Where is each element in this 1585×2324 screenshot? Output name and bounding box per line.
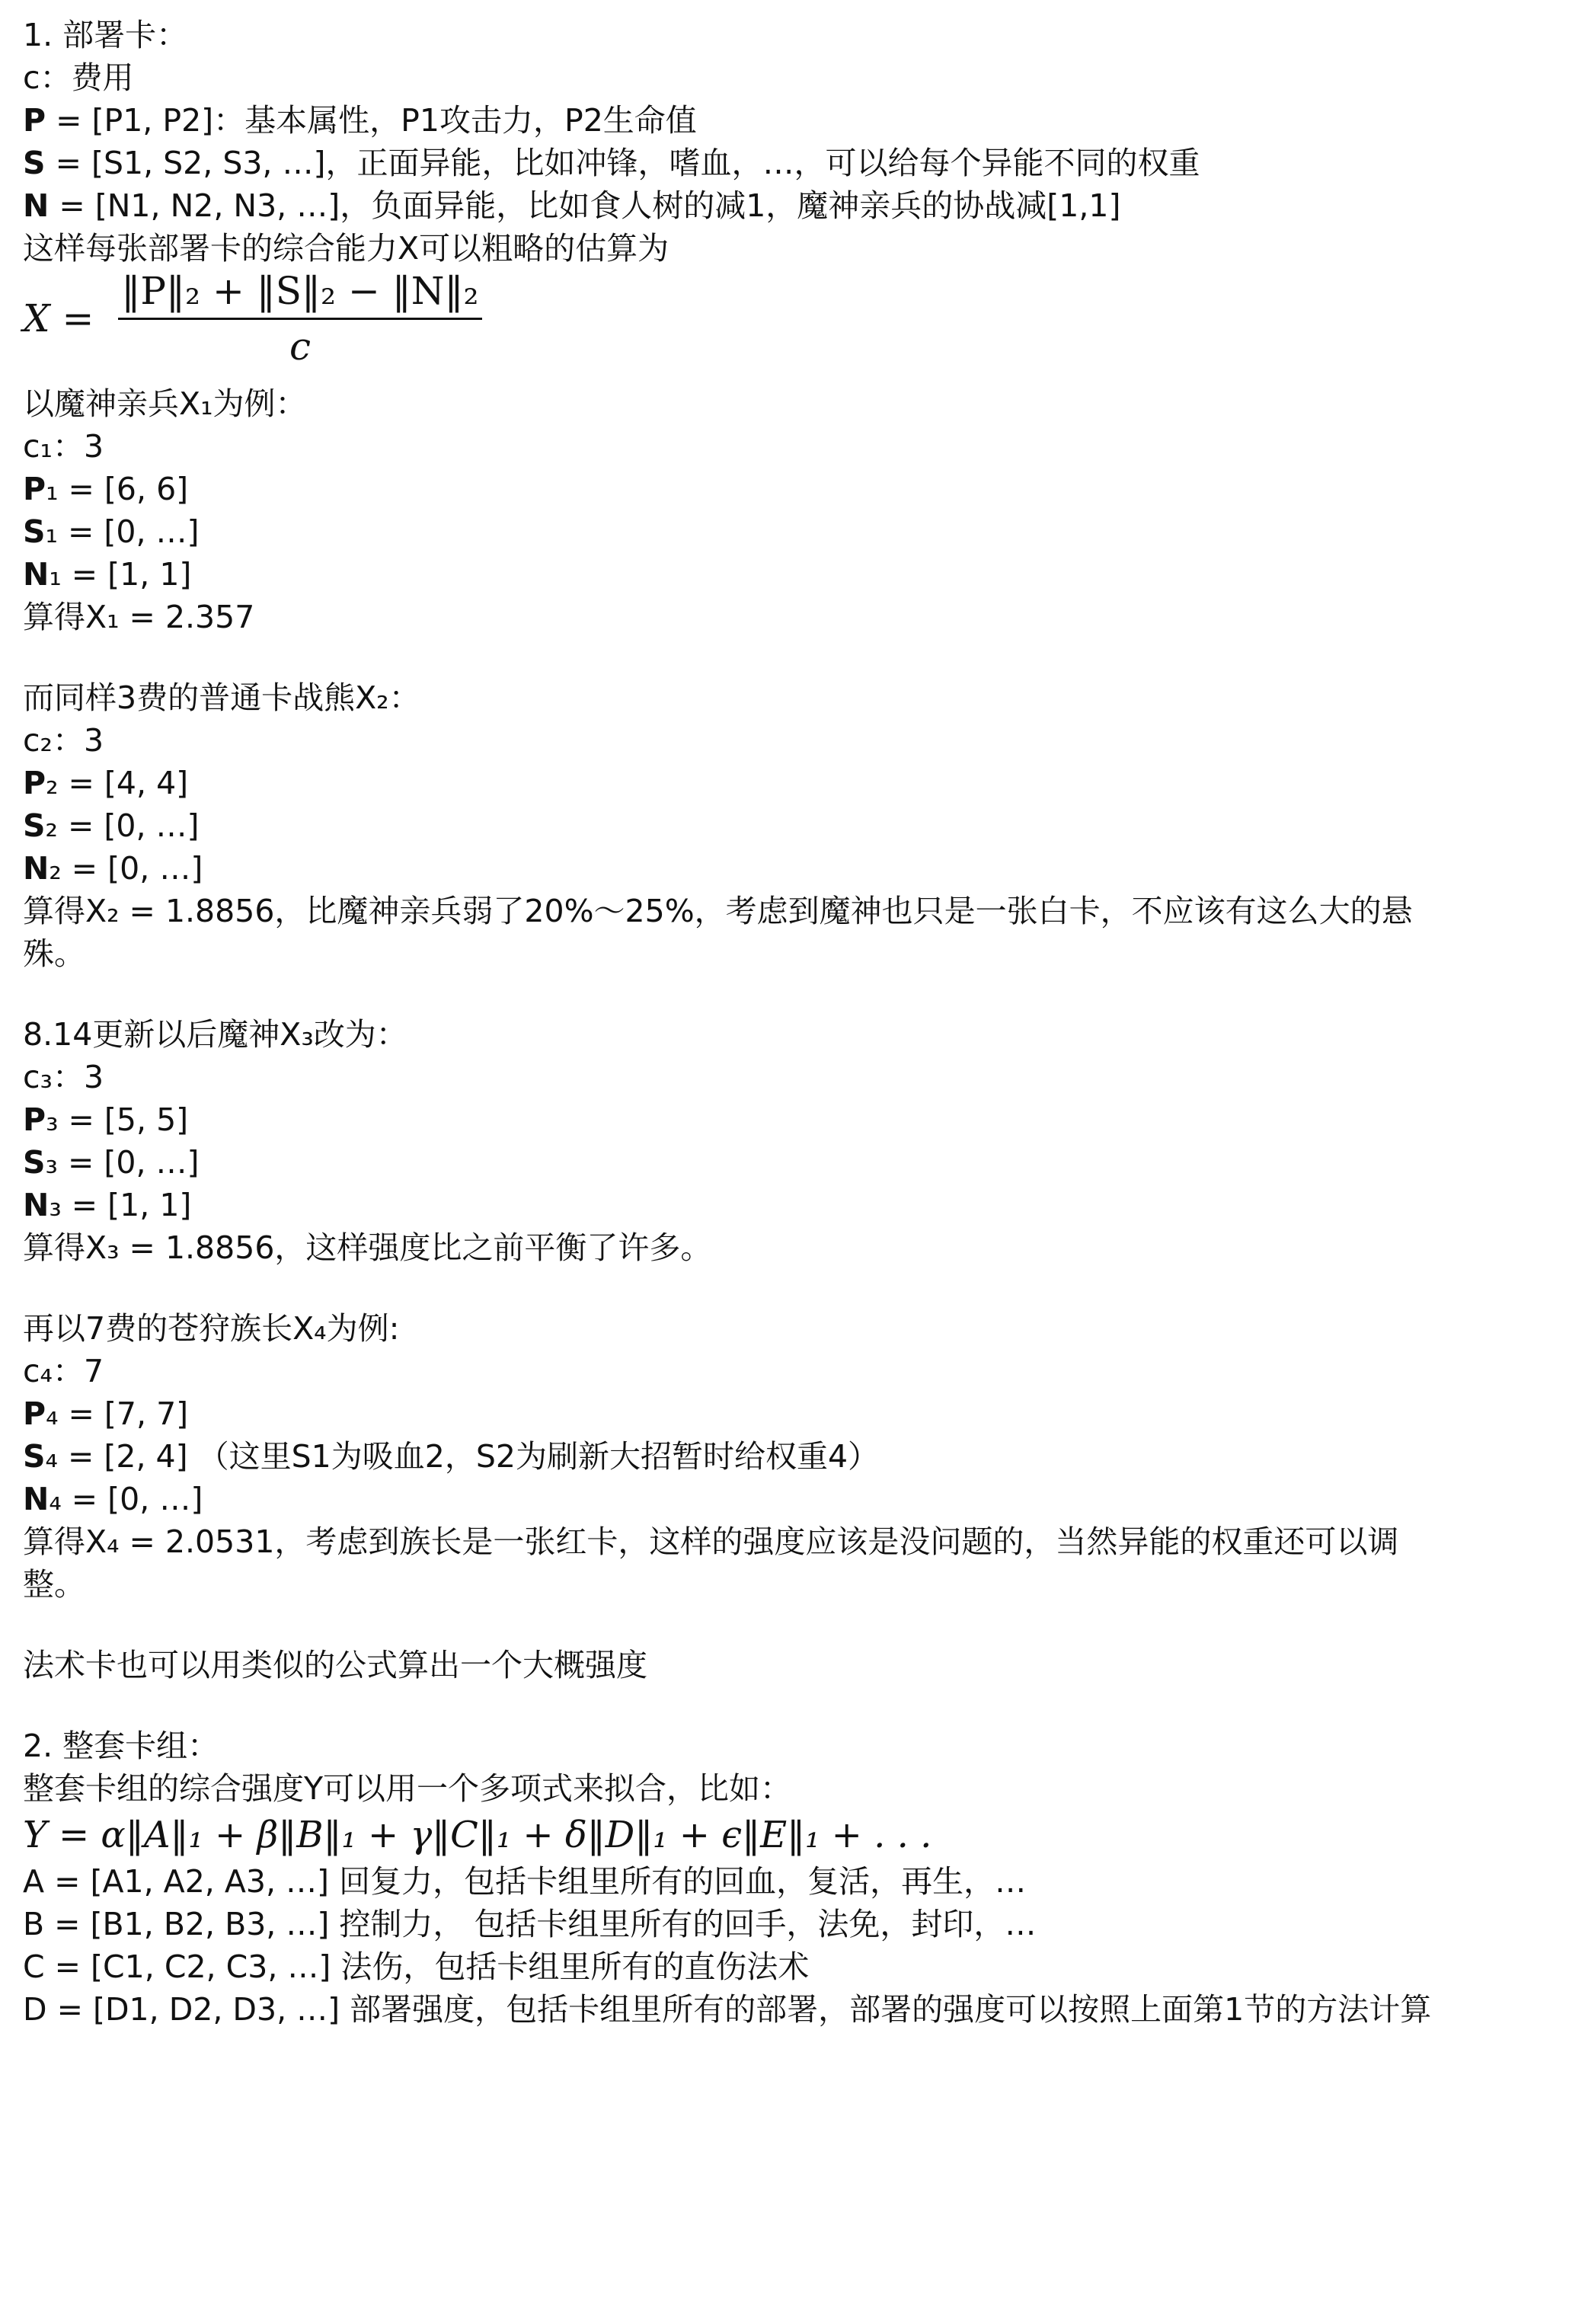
example-4-p <box>23 1392 1562 1435</box>
example-2-result-cont: 殊。 <box>23 935 85 972</box>
example-2-n-value: ₂ = [0, …] <box>49 850 203 887</box>
example-4-intro: 再以7费的苍狩族长X₄为例: <box>23 1310 400 1347</box>
section-2-heading: 2. 整套卡组： <box>23 1728 219 1764</box>
p-label: P <box>23 102 46 139</box>
example-3-result: 算得X₃ = 1.8856，这样强度比之前平衡了许多。 <box>23 1229 712 1266</box>
example-3-s <box>23 1141 1562 1184</box>
n-label: N <box>23 187 50 224</box>
example-1-s-value: ₁ = [0, …] <box>45 513 200 550</box>
deck-term-b: B = [B1, B2, B3, …] 控制力， 包括卡组里所有的回手，法免，封印，… <box>23 1906 1037 1942</box>
example-2-intro: 而同样3费的普通卡战熊X₂： <box>23 679 420 716</box>
example-1-cost: c₁：3 <box>23 428 104 465</box>
example-2-s-value: ₂ = [0, …] <box>45 807 200 844</box>
deck-term-a: A = [A1, A2, A3, …] 回复力，包括卡组里所有的回血，复活，再生，… <box>23 1863 1027 1900</box>
strength-formula <box>23 268 1562 369</box>
formula-lhs: X = <box>23 296 94 340</box>
example-1-n <box>23 553 1562 596</box>
section-1-heading: 1. 部署卡： <box>23 17 188 53</box>
example-3-s-value: ₃ = [0, …] <box>45 1144 200 1181</box>
formula-fraction <box>118 269 481 369</box>
s-definition <box>23 142 1562 184</box>
n-label: N <box>23 1187 50 1223</box>
s-label: S <box>23 1438 46 1475</box>
deck-formula: Y = α‖A‖₁ + β‖B‖₁ + γ‖C‖₁ + δ‖D‖₁ + ϵ‖E‖₁ + . . . <box>23 1814 932 1856</box>
p-label: P <box>23 1395 46 1432</box>
example-3-p <box>23 1098 1562 1141</box>
example-4-p-value: ₄ = [7, 7] <box>46 1395 189 1432</box>
example-3-p-value: ₃ = [5, 5] <box>46 1101 189 1138</box>
example-2-result: 算得X₂ = 1.8856，比魔神亲兵弱了20%～25%，考虑到魔神也只是一张白卡，不应该有这么大的悬 <box>23 893 1413 929</box>
n-label: N <box>23 556 50 593</box>
estimate-intro: 这样每张部署卡的综合能力X可以粗略的估算为 <box>23 230 669 267</box>
example-1-p <box>23 468 1562 510</box>
example-2-p-value: ₂ = [4, 4] <box>46 765 189 801</box>
example-3-intro: 8.14更新以后魔神X₃改为： <box>23 1016 407 1053</box>
example-1-s <box>23 510 1562 553</box>
example-4-s-value: ₄ = [2, 4] （这里S1为吸血2，S2为刷新大招暂时给权重4） <box>45 1438 880 1475</box>
example-2-s <box>23 804 1562 847</box>
example-3-cost: c₃：3 <box>23 1059 104 1095</box>
p-label: P <box>23 765 46 801</box>
example-4-result: 算得X₄ = 2.0531，考虑到族长是一张红卡，这样的强度应该是没问题的，当然异能的权重还可以调 <box>23 1523 1399 1560</box>
spell-card-note: 法术卡也可以用类似的公式算出一个大概强度 <box>23 1647 647 1683</box>
example-1-result: 算得X₁ = 2.357 <box>23 599 255 635</box>
example-4-result-cont: 整。 <box>23 1566 85 1603</box>
s-label: S <box>23 513 46 550</box>
s-label: S <box>23 1144 46 1181</box>
formula-numerator: ‖P‖₂ + ‖S‖₂ − ‖N‖₂ <box>118 269 481 320</box>
example-2-cost: c₂：3 <box>23 722 104 759</box>
cost-definition: c：费用 <box>23 59 134 96</box>
section-2-intro: 整套卡组的综合强度Y可以用一个多项式来拟合，比如： <box>23 1770 792 1807</box>
s-label: S <box>23 807 46 844</box>
deck-term-c: C = [C1, C2, C3, …] 法伤，包括卡组里所有的直伤法术 <box>23 1948 810 1985</box>
n-label: N <box>23 1481 50 1517</box>
example-2-p <box>23 762 1562 804</box>
example-2-n <box>23 847 1562 890</box>
example-4-s <box>23 1435 1562 1478</box>
p-definition <box>23 99 1562 142</box>
n-definition <box>23 184 1562 227</box>
example-1-p-value: ₁ = [6, 6] <box>46 471 189 507</box>
n-label: N <box>23 850 50 887</box>
formula-denominator: c <box>289 324 311 369</box>
example-4-n-value: ₄ = [0, …] <box>49 1481 203 1517</box>
example-3-n <box>23 1184 1562 1226</box>
p-label: P <box>23 1101 46 1138</box>
p-definition-text: = [P1, P2]：基本属性，P1攻击力，P2生命值 <box>56 102 697 139</box>
example-3-n-value: ₃ = [1, 1] <box>49 1187 192 1223</box>
p-label: P <box>23 471 46 507</box>
example-1-intro: 以魔神亲兵X₁为例： <box>23 385 307 422</box>
s-definition-text: = [S1, S2, S3, …]，正面异能，比如冲锋，嗜血，…，可以给每个异能不同的权重 <box>55 145 1200 181</box>
example-4-cost: c₄：7 <box>23 1353 104 1389</box>
example-1-n-value: ₁ = [1, 1] <box>49 556 192 593</box>
deck-term-d: D = [D1, D2, D3, …] 部署强度，包括卡组里所有的部署，部署的强度可以按照上面第1节的方法计算 <box>23 1991 1432 2028</box>
n-definition-text: = [N1, N2, N3, …]，负面异能，比如食人树的减1，魔神亲兵的协战减[1,1] <box>59 187 1121 224</box>
example-4-n <box>23 1478 1562 1520</box>
s-label: S <box>23 145 46 181</box>
